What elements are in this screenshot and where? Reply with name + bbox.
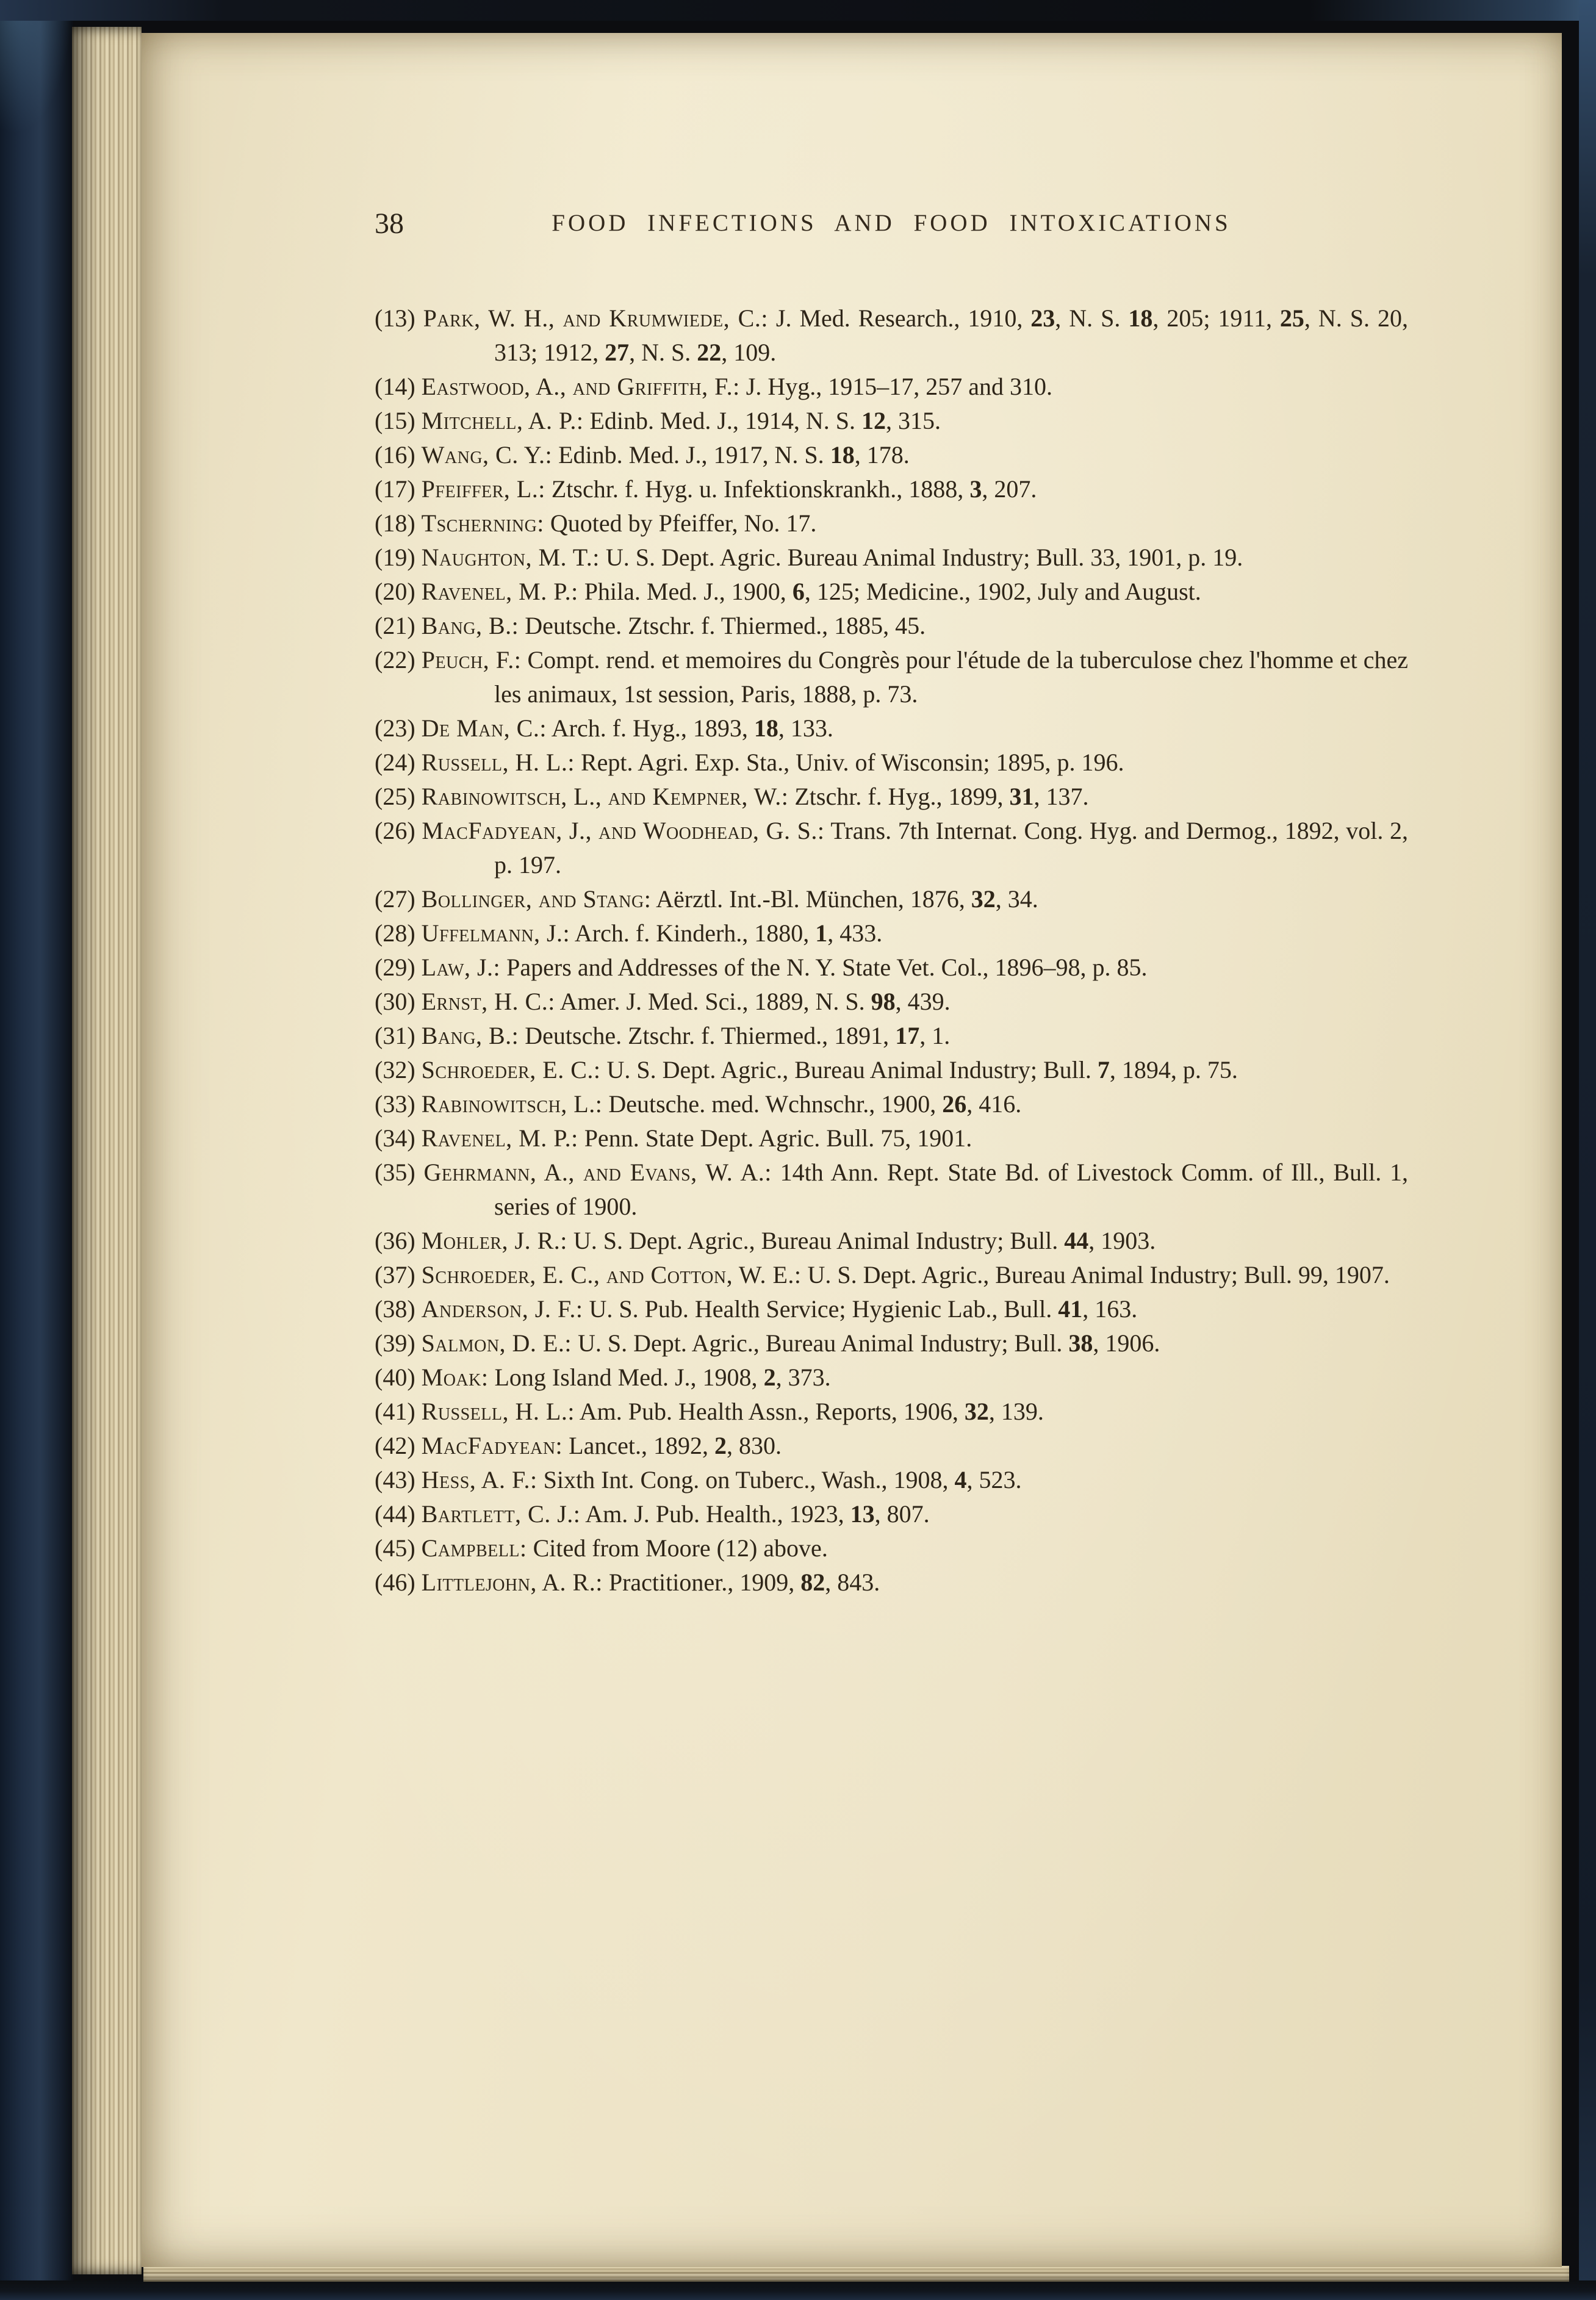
reference-number: (45) bbox=[375, 1534, 415, 1562]
reference-authors: Gehrmann, A., and Evans, W. A.: bbox=[423, 1159, 772, 1186]
reference-item bbox=[375, 746, 1408, 780]
reference-number: (39) bbox=[375, 1329, 415, 1357]
book-cover-spine bbox=[0, 0, 73, 2300]
reference-authors: Bang, B.: bbox=[421, 1022, 519, 1049]
reference-number: (21) bbox=[375, 612, 415, 639]
reference-number: (26) bbox=[375, 817, 415, 844]
reference-number: (24) bbox=[375, 749, 415, 776]
reference-authors: Peuch, F.: bbox=[421, 646, 522, 674]
reference-text: Arch. f. Hyg., 1893, 18, 133. bbox=[551, 714, 833, 742]
reference-text: U. S. Dept. Agric., Bureau Animal Industry; Bull. 7, 1894, p. 75. bbox=[606, 1056, 1238, 1084]
reference-authors: Mitchell, A. P.: bbox=[421, 407, 584, 434]
page-content bbox=[142, 33, 1562, 2267]
reference-authors: Bang, B.: bbox=[421, 612, 519, 639]
reference-authors: Salmon, D. E.: bbox=[421, 1329, 572, 1357]
reference-number: (22) bbox=[375, 646, 415, 674]
reference-text: Cited from Moore (12) above. bbox=[533, 1534, 828, 1562]
reference-number: (15) bbox=[375, 407, 415, 434]
reference-item bbox=[375, 1497, 1408, 1531]
reference-item bbox=[375, 1121, 1408, 1155]
reference-text: Deutsche. Ztschr. f. Thiermed., 1885, 45. bbox=[525, 612, 926, 639]
reference-authors: Moak: bbox=[421, 1364, 489, 1391]
reference-item bbox=[375, 1053, 1408, 1087]
reference-authors: MacFadyean: bbox=[421, 1432, 563, 1459]
reference-text: Rept. Agri. Exp. Sta., Univ. of Wisconsin; 1895, p. 196. bbox=[580, 749, 1124, 776]
reference-text: Edinb. Med. J., 1914, N. S. 12, 315. bbox=[589, 407, 941, 434]
reference-item bbox=[375, 1565, 1408, 1600]
reference-item bbox=[375, 301, 1408, 370]
reference-authors: Park, W. H., and Krumwiede, C.: bbox=[423, 304, 768, 332]
reference-authors: Eastwood, A., and Griffith, F.: bbox=[421, 373, 740, 400]
reference-authors: Uffelmann, J.: bbox=[421, 919, 570, 947]
reference-authors: Mohler, J. R.: bbox=[421, 1227, 567, 1254]
reference-number: (36) bbox=[375, 1227, 415, 1254]
reference-item bbox=[375, 882, 1408, 916]
reference-text: Long Island Med. J., 1908, 2, 373. bbox=[494, 1364, 831, 1391]
reference-text: Aërztl. Int.-Bl. München, 1876, 32, 34. bbox=[656, 885, 1038, 913]
reference-text: Amer. J. Med. Sci., 1889, N. S. 98, 439. bbox=[559, 988, 951, 1015]
reference-text: Arch. f. Kinderh., 1880, 1, 433. bbox=[574, 919, 883, 947]
reference-number: (25) bbox=[375, 783, 415, 810]
page-number: 38 bbox=[375, 207, 404, 240]
reference-item bbox=[375, 472, 1408, 506]
reference-authors: MacFadyean, J., and Woodhead, G. S.: bbox=[422, 817, 825, 844]
reference-authors: Ravenel, M. P.: bbox=[421, 1124, 578, 1152]
reference-authors: Russell, H. L.: bbox=[421, 749, 575, 776]
reference-number: (31) bbox=[375, 1022, 415, 1049]
reference-authors: Bartlett, C. J.: bbox=[421, 1500, 581, 1528]
reference-number: (41) bbox=[375, 1398, 415, 1425]
reference-number: (14) bbox=[375, 373, 415, 400]
reference-text: Lancet., 1892, 2, 830. bbox=[569, 1432, 782, 1459]
reference-item bbox=[375, 1463, 1408, 1497]
reference-item bbox=[375, 1258, 1408, 1292]
reference-item bbox=[375, 541, 1408, 575]
reference-text: Trans. 7th Internat. Cong. Hyg. and Dermog., 1892, vol. 2, p. 197. bbox=[494, 817, 1409, 879]
reference-text: J. Med. Research., 1910, 23, N. S. 18, 205; 1911, 25, N. S. 20, 313; 1912, 27, N. S. 22, 109. bbox=[494, 304, 1408, 366]
reference-text: Penn. State Dept. Agric. Bull. 75, 1901. bbox=[584, 1124, 972, 1152]
reference-authors: Rabinowitsch, L.: bbox=[421, 1090, 603, 1118]
reference-number: (44) bbox=[375, 1500, 415, 1528]
reference-authors: Naughton, M. T.: bbox=[421, 544, 600, 571]
reference-text: U. S. Dept. Agric., Bureau Animal Industry; Bull. 44, 1903. bbox=[573, 1227, 1156, 1254]
reference-authors: Law, J.: bbox=[421, 954, 501, 981]
reference-text: Edinb. Med. J., 1917, N. S. 18, 178. bbox=[558, 441, 910, 469]
reference-text: U. S. Dept. Agric. Bureau Animal Industry; Bull. 33, 1901, p. 19. bbox=[605, 544, 1243, 571]
book-page bbox=[142, 33, 1562, 2267]
reference-authors: Rabinowitsch, L., and Kempner, W.: bbox=[421, 783, 789, 810]
reference-item bbox=[375, 1531, 1408, 1565]
reference-authors: Tscherning: bbox=[421, 509, 544, 537]
reference-number: (20) bbox=[375, 578, 415, 605]
reference-number: (42) bbox=[375, 1432, 415, 1459]
reference-text: U. S. Dept. Agric., Bureau Animal Industry; Bull. 99, 1907. bbox=[807, 1261, 1390, 1288]
reference-item bbox=[375, 643, 1408, 711]
reference-list bbox=[142, 301, 1562, 1600]
reference-item bbox=[375, 1224, 1408, 1258]
reference-number: (35) bbox=[375, 1159, 415, 1186]
reference-text: U. S. Dept. Agric., Bureau Animal Industry; Bull. 38, 1906. bbox=[577, 1329, 1160, 1357]
reference-text: Phila. Med. J., 1900, 6, 125; Medicine., 1902, July and August. bbox=[584, 578, 1201, 605]
reference-authors: Schroeder, E. C.: bbox=[421, 1056, 601, 1084]
reference-number: (38) bbox=[375, 1295, 415, 1323]
stacked-page-edges-bottom bbox=[143, 2266, 1569, 2282]
reference-text: Ztschr. f. Hyg., 1899, 31, 137. bbox=[794, 783, 1089, 810]
book-cover-top-edge bbox=[0, 0, 1596, 21]
book-cover-right-edge bbox=[1579, 0, 1596, 2300]
reference-item bbox=[375, 1395, 1408, 1429]
reference-item bbox=[375, 916, 1408, 951]
reference-item bbox=[375, 1429, 1408, 1463]
reference-number: (19) bbox=[375, 544, 415, 571]
reference-item bbox=[375, 438, 1408, 472]
reference-text: Am. Pub. Health Assn., Reports, 1906, 32, 139. bbox=[579, 1398, 1044, 1425]
reference-text: J. Hyg., 1915–17, 257 and 310. bbox=[746, 373, 1052, 400]
reference-authors: Bollinger, and Stang: bbox=[421, 885, 652, 913]
reference-text: Deutsche. med. Wchnschr., 1900, 26, 416. bbox=[608, 1090, 1022, 1118]
reference-item bbox=[375, 404, 1408, 438]
reference-text: Practitioner., 1909, 82, 843. bbox=[608, 1569, 880, 1596]
reference-item bbox=[375, 985, 1408, 1019]
reference-authors: Hess, A. F.: bbox=[421, 1466, 537, 1493]
reference-item bbox=[375, 609, 1408, 643]
reference-item bbox=[375, 1019, 1408, 1053]
reference-text: Papers and Addresses of the N. Y. State Vet. Col., 1896–98, p. 85. bbox=[506, 954, 1148, 981]
reference-text: Sixth Int. Cong. on Tuberc., Wash., 1908, 4, 523. bbox=[543, 1466, 1022, 1493]
reference-authors: Wang, C. Y.: bbox=[421, 441, 553, 469]
reference-number: (29) bbox=[375, 954, 415, 981]
reference-authors: De Man, C.: bbox=[421, 714, 547, 742]
reference-item bbox=[375, 780, 1408, 814]
reference-item bbox=[375, 1292, 1408, 1326]
reference-authors: Ernst, H. C.: bbox=[421, 988, 555, 1015]
reference-number: (13) bbox=[375, 304, 415, 332]
reference-number: (37) bbox=[375, 1261, 415, 1288]
reference-text: Am. J. Pub. Health., 1923, 13, 807. bbox=[585, 1500, 930, 1528]
reference-text: Quoted by Pfeiffer, No. 17. bbox=[550, 509, 817, 537]
reference-number: (46) bbox=[375, 1569, 415, 1596]
reference-item bbox=[375, 711, 1408, 746]
reference-item bbox=[375, 506, 1408, 541]
reference-number: (40) bbox=[375, 1364, 415, 1391]
reference-item bbox=[375, 1326, 1408, 1360]
reference-item bbox=[375, 1155, 1408, 1224]
reference-text: Ztschr. f. Hyg. u. Infektionskrankh., 1888, 3, 207. bbox=[551, 475, 1037, 503]
reference-authors: Anderson, J. F.: bbox=[421, 1295, 583, 1323]
reference-number: (32) bbox=[375, 1056, 415, 1084]
reference-item bbox=[375, 1360, 1408, 1395]
reference-number: (30) bbox=[375, 988, 415, 1015]
reference-number: (43) bbox=[375, 1466, 415, 1493]
reference-item bbox=[375, 575, 1408, 609]
reference-text: Deutsche. Ztschr. f. Thiermed., 1891, 17, 1. bbox=[525, 1022, 951, 1049]
reference-number: (16) bbox=[375, 441, 415, 469]
reference-text: Compt. rend. et memoires du Congrès pour l'étude de la tuberculose chez l'homme et chez les animaux, 1st session, Paris, 1888, p. 73. bbox=[494, 646, 1409, 708]
reference-item bbox=[375, 814, 1408, 882]
reference-text: 14th Ann. Rept. State Bd. of Livestock Comm. of Ill., Bull. 1, series of 1900. bbox=[494, 1159, 1409, 1220]
reference-number: (28) bbox=[375, 919, 415, 947]
book-cover-bottom-edge bbox=[0, 2280, 1596, 2300]
reference-number: (27) bbox=[375, 885, 415, 913]
reference-authors: Campbell: bbox=[421, 1534, 527, 1562]
reference-number: (17) bbox=[375, 475, 415, 503]
reference-authors: Ravenel, M. P.: bbox=[421, 578, 578, 605]
reference-number: (18) bbox=[375, 509, 415, 537]
reference-number: (33) bbox=[375, 1090, 415, 1118]
reference-authors: Russell, H. L.: bbox=[421, 1398, 575, 1425]
reference-number: (34) bbox=[375, 1124, 415, 1152]
stacked-page-edges-left bbox=[72, 27, 142, 2274]
page-header bbox=[375, 207, 1408, 240]
reference-authors: Pfeiffer, L.: bbox=[421, 475, 545, 503]
reference-authors: Schroeder, E. C., and Cotton, W. E.: bbox=[421, 1261, 802, 1288]
reference-item bbox=[375, 1087, 1408, 1121]
reference-text: U. S. Pub. Health Service; Hygienic Lab., Bull. 41, 163. bbox=[589, 1295, 1138, 1323]
reference-item bbox=[375, 951, 1408, 985]
reference-item bbox=[375, 370, 1408, 404]
running-head: FOOD INFECTIONS AND FOOD INTOXICATIONS bbox=[552, 210, 1231, 236]
reference-number: (23) bbox=[375, 714, 415, 742]
reference-authors: Littlejohn, A. R.: bbox=[421, 1569, 603, 1596]
